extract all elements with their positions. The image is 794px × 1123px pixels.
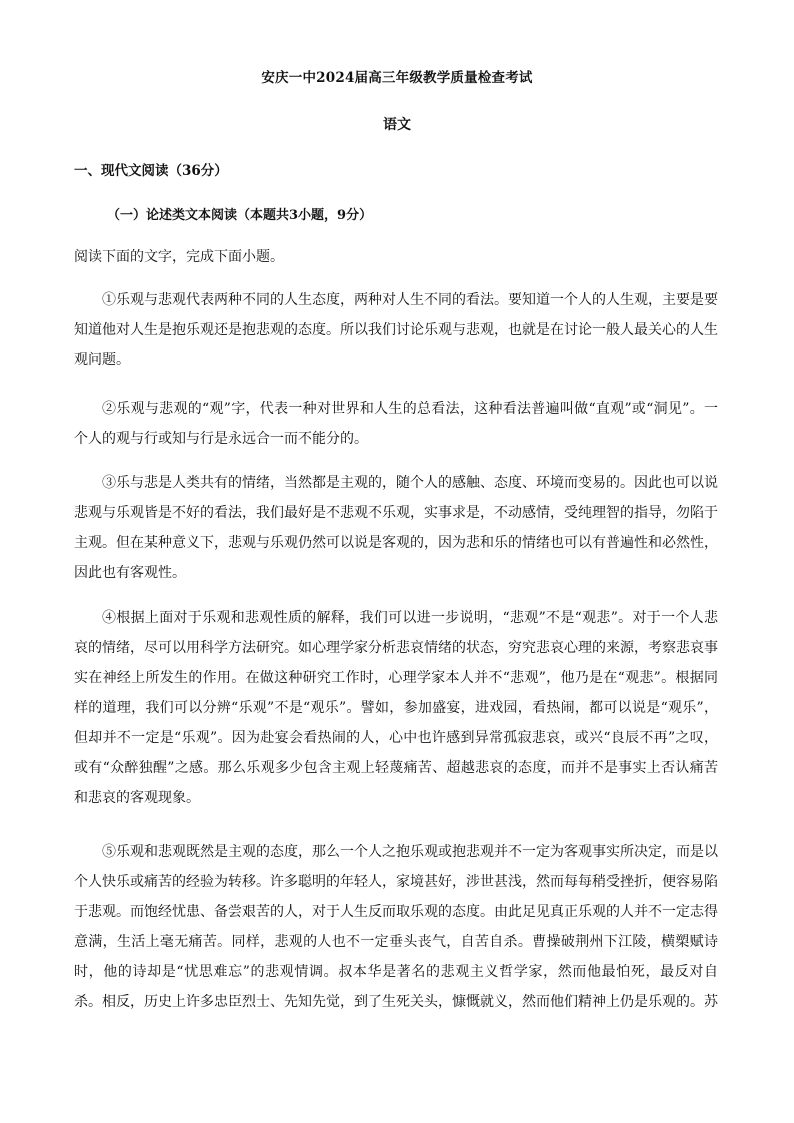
passage-paragraph-2: ②乐观与悲观的“观”字，代表一种对世界和人生的总看法，这种看法普遍叫做“直观”或“洞见”。一个人的观与行或知与行是永远合一而不能分的。: [74, 401, 718, 447]
exam-title: 安庆一中2024届高三年级教学质量检查考试: [261, 70, 533, 86]
passage-paragraph-1: ①乐观与悲观代表两种不同的人生态度，两种对人生不同的看法。要知道一个人的人生观，主要是要知道他对人生是抱乐观还是抱悲观的态度。所以我们讨论乐观与悲观，也就是在讨论一般人最关心的人生观问题。: [74, 292, 718, 368]
passage-paragraph-5: ⑤乐观和悲观既然是主观的态度，那么一个人之抱乐观或抱悲观并不一定为客观事实所决定，而是以个人快乐或痛苦的经验为转移。许多聪明的年轻人，家境甚好，涉世甚浅，然而每每稍受挫折，便容易陷于悲观。而饱经忧患、备尝艰苦的人，对于人生反而取乐观的态度。由此足见真正乐观的人并不一定志得意满，生活上毫无痛苦。同样，悲观的人也不一定垂头丧气，自苦自杀。曹操破荆州下江陵，横槊赋诗时，他的诗却是“忧思难忘”的悲观情调。叔本华是著名的悲观主义哲学家，然而他最怕死，最反对自杀。相反，历史上许多忠臣烈士、先知先觉，到了生死关头，慷慨就义，然而他们精神上仍是乐观的。苏: [74, 844, 718, 1010]
section-heading: 一、现代文阅读（36分）: [74, 163, 228, 179]
reading-instruction: 阅读下面的文字，完成下面小题。: [74, 249, 284, 265]
passage-paragraph-4: ④根据上面对于乐观和悲观性质的解释，我们可以进一步说明，“悲观”不是“观悲”。对于一个人悲哀的情绪，尽可以用科学方法研究。如心理学家分析悲哀情绪的状态，穷究悲哀心理的来源，考察悲哀事实在神经上所发生的作用。在做这种研究工作时，心理学家本人并不“悲观”，他乃是在“观悲”。根据同样的道理，我们可以分辨“乐观”不是“观乐”。譬如，参加盛宴，进戏园，看热闹，都可以说是“观乐”，但却并不一定是“乐观”。因为赴宴会看热闹的人，心中也许感到异常孤寂悲哀，或兴“良辰不再”之叹，或有“众醉独醒”之感。那么乐观多少包含主观上轻蔑痛苦、超越悲哀的态度，而并不是事实上否认痛苦和悲哀的客观现象。: [74, 610, 718, 806]
passage-paragraph-3: ③乐与悲是人类共有的情绪，当然都是主观的，随个人的感触、态度、环境而变易的。因此也可以说悲观与乐观皆是不好的看法，我们最好是不悲观不乐观，实事求是，不动感情，受纯理智的指导，勿陷于主观。但在某种意义下，悲观与乐观仍然可以说是客观的，因为悲和乐的情绪也可以有普遍性和必然性，因此也有客观性。: [74, 475, 718, 581]
subject-title: 语文: [383, 117, 411, 133]
subsection-heading: （一）论述类文本阅读（本题共3小题，9分）: [107, 208, 373, 223]
